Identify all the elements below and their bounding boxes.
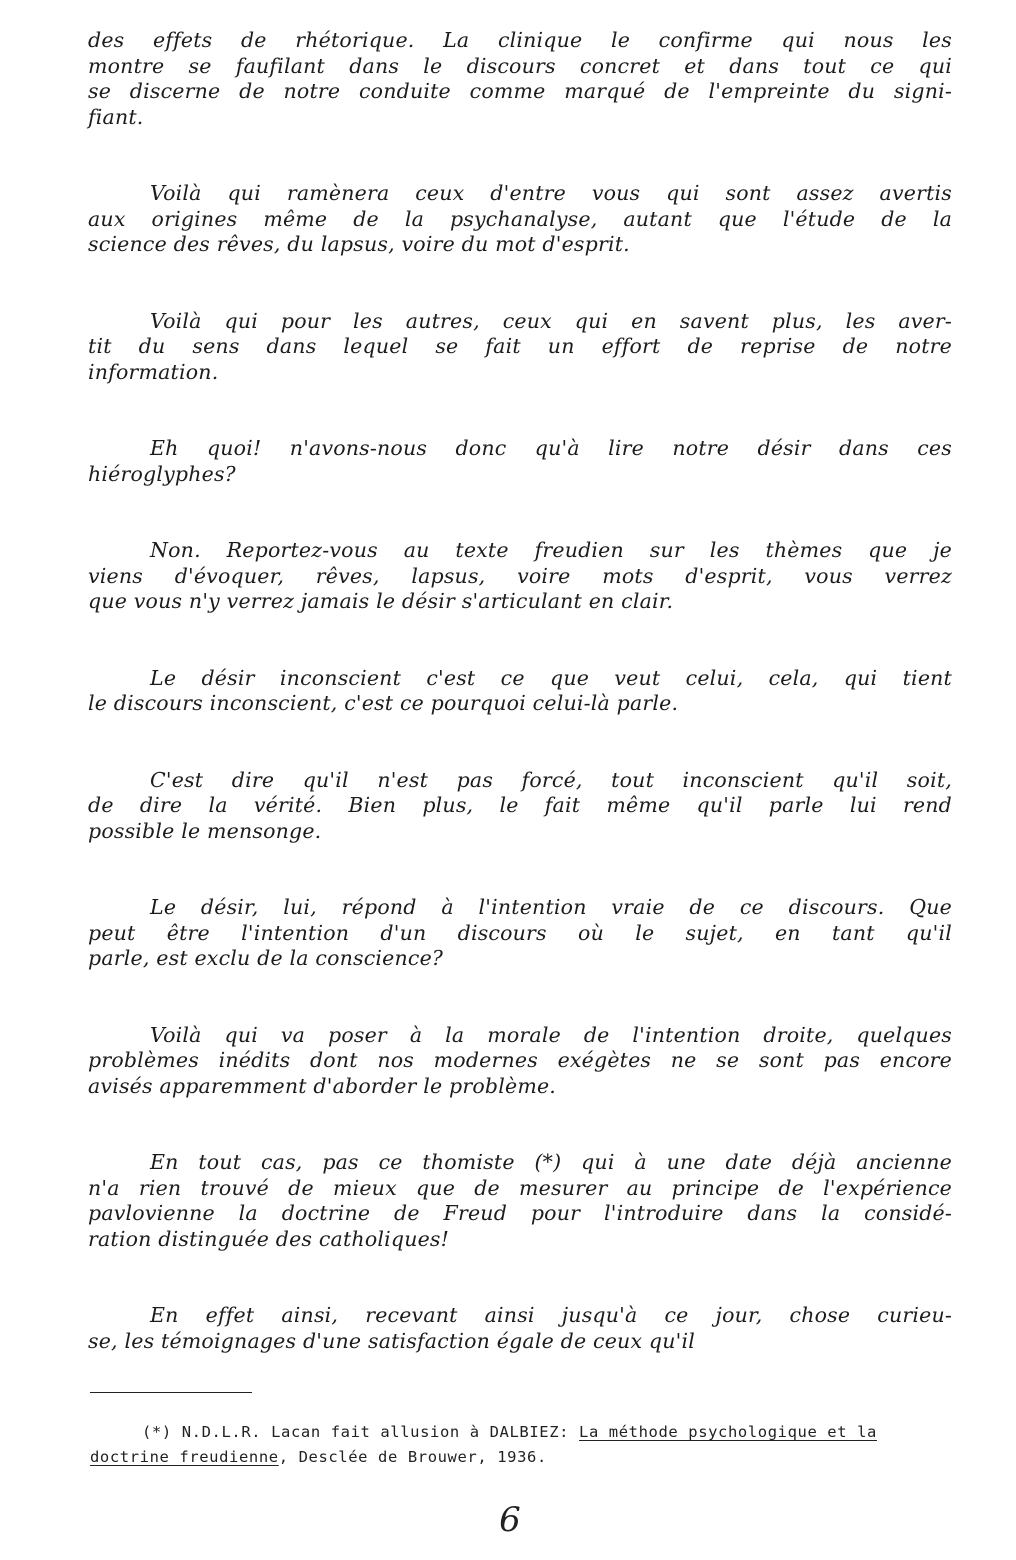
text-line: ration distinguée des catholiques! bbox=[88, 1226, 450, 1251]
text-line: aux origines même de la psychanalyse, autant que l'étude de la bbox=[88, 206, 952, 231]
text-line: pavlovienne la doctrine de Freud pour l'introduire dans la considé- bbox=[88, 1201, 952, 1225]
text-line: de dire la vérité. Bien plus, le fait même qu'il parle lui rend bbox=[88, 793, 952, 817]
paragraph bbox=[88, 1150, 952, 1252]
text-line: possible le mensonge. bbox=[88, 818, 322, 843]
paragraph bbox=[88, 768, 952, 845]
text-line: tit du sens dans lequel se fait un effort de reprise de notre bbox=[88, 334, 952, 358]
footnote-marker: (*) bbox=[142, 1423, 172, 1441]
footnote-line-2 bbox=[90, 1445, 950, 1470]
text-line: Non. Reportez-vous au texte freudien sur les thèmes que je bbox=[150, 538, 952, 562]
text-line: se discerne de notre conduite comme marqué de l'empreinte du signi- bbox=[88, 79, 952, 103]
text-line: se, les témoignages d'une satisfaction égale de ceux qu'il bbox=[88, 1328, 695, 1353]
text-line: viens d'évoquer, rêves, lapsus, voire mots d'esprit, vous verrez bbox=[88, 563, 952, 588]
text-line: Le désir, lui, répond à l'intention vraie de ce discours. Que bbox=[150, 895, 952, 919]
document-body bbox=[88, 28, 952, 1405]
text-line: En effet ainsi, recevant ainsi jusqu'à ce jour, chose curieu- bbox=[150, 1303, 952, 1327]
paragraph bbox=[88, 436, 952, 487]
paragraph bbox=[88, 895, 952, 972]
text-line: En tout cas, pas ce thomiste (*) qui à une date déjà ancienne bbox=[150, 1150, 952, 1174]
text-line: le discours inconscient, c'est ce pourquoi celui-là parle. bbox=[88, 691, 679, 715]
text-line: montre se faufilant dans le discours concret et dans tout ce qui bbox=[88, 53, 952, 78]
footnote-book-title-part1: La méthode psychologique et la bbox=[579, 1423, 877, 1441]
paragraph bbox=[88, 1023, 952, 1100]
text-line: peut être l'intention d'un discours où le sujet, en tant qu'il bbox=[88, 920, 952, 945]
text-line: des effets de rhétorique. La clinique le confirme qui nous les bbox=[88, 28, 952, 52]
footnote-separator bbox=[90, 1392, 252, 1393]
paragraph bbox=[88, 309, 952, 386]
text-line: Eh quoi! n'avons-nous donc qu'à lire notre désir dans ces bbox=[150, 436, 952, 460]
paragraph bbox=[88, 1303, 952, 1354]
text-line: Le désir inconscient c'est ce que veut celui, cela, qui tient bbox=[150, 665, 952, 690]
paragraph bbox=[88, 538, 952, 615]
paragraph bbox=[88, 666, 952, 717]
text-line: Voilà qui pour les autres, ceux qui en savent plus, les aver- bbox=[150, 308, 952, 333]
text-line: Voilà qui ramènera ceux d'entre vous qui sont assez avertis bbox=[150, 181, 952, 205]
text-line: fiant. bbox=[88, 104, 144, 129]
text-line: science des rêves, du lapsus, voire du mot d'esprit. bbox=[88, 232, 630, 256]
text-line: que vous n'y verrez jamais le désir s'articulant en clair. bbox=[88, 589, 674, 613]
footnote-line-1 bbox=[90, 1420, 950, 1445]
page-number: 6 bbox=[499, 1500, 521, 1540]
footnote-prefix: N.D.L.R. Lacan fait allusion à DALBIEZ: bbox=[181, 1423, 580, 1441]
text-line: n'a rien trouvé de mieux que de mesurer au principe de l'expérience bbox=[88, 1175, 952, 1200]
text-line: hiéroglyphes? bbox=[88, 461, 236, 486]
footnote-suffix: , Desclée de Brouwer, 1936. bbox=[278, 1448, 547, 1466]
footnote-book-title-part2: doctrine freudienne bbox=[90, 1448, 279, 1466]
text-line: parle, est exclu de la conscience? bbox=[88, 946, 444, 970]
text-line: Voilà qui va poser à la morale de l'intention droite, quelques bbox=[150, 1022, 952, 1047]
footnote bbox=[90, 1420, 950, 1470]
paragraph bbox=[88, 181, 952, 258]
text-line: C'est dire qu'il n'est pas forcé, tout inconscient qu'il soit, bbox=[150, 767, 952, 792]
text-line: avisés apparemment d'aborder le problème. bbox=[88, 1073, 557, 1098]
text-line: information. bbox=[88, 359, 219, 384]
paragraph bbox=[88, 28, 952, 130]
text-line: problèmes inédits dont nos modernes exégètes ne se sont pas encore bbox=[88, 1048, 952, 1072]
